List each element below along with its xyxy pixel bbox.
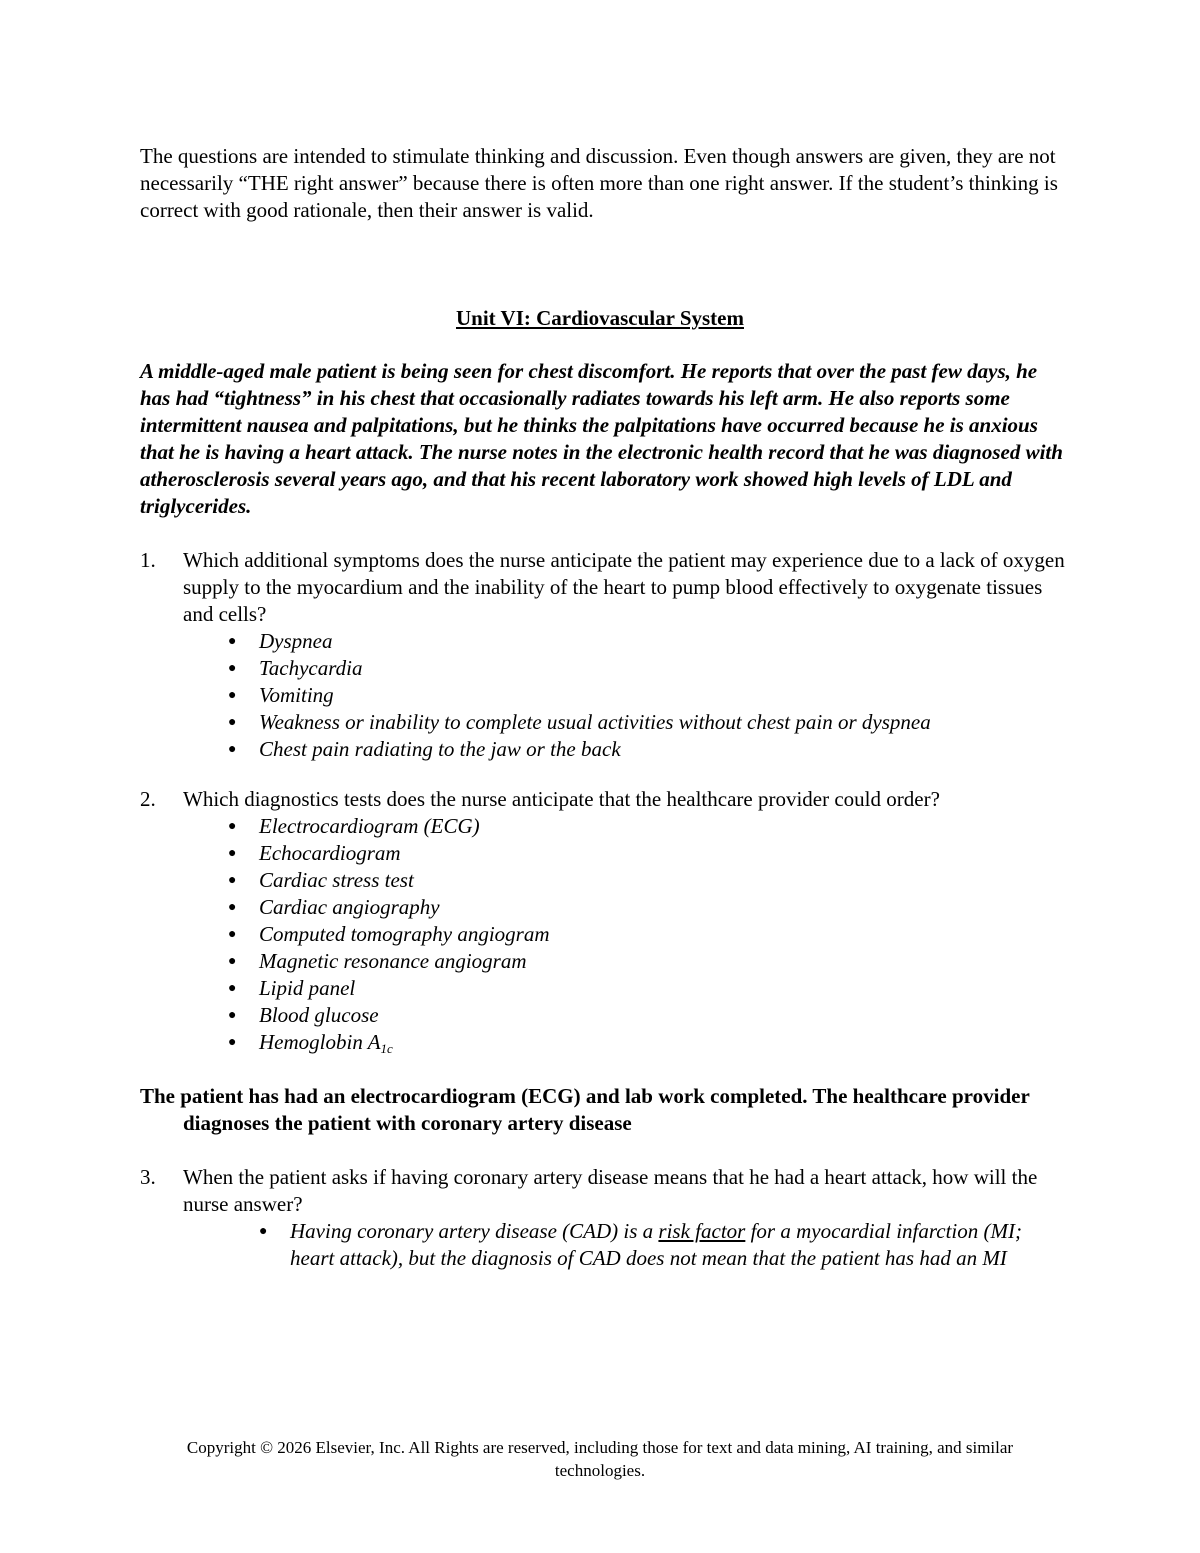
- list-item: ● Magnetic resonance angiogram: [228, 949, 527, 973]
- question-3-text: [140, 1164, 1070, 1218]
- question-2: [140, 786, 1070, 1062]
- bullet-icon: ●: [228, 846, 237, 861]
- list-item: ● Hemoglobin $A_{1c}$: [228, 1030, 393, 1056]
- case-scenario: A middle-aged male patient is being seen for chest discomfort. He reports that over the past few days, he has had “tightness” in his chest that occasionally radiates towards his left arm. He also reports some intermittent nausea and palpitations, but he thinks the palpitations have occurred because he is anxious that he is having a heart attack. The nurse notes in the electronic health record that he was diagnosed with atherosclerosis several years ago, and that his recent laboratory work showed high levels of LDL and triglycerides.: [140, 359, 1063, 518]
- bullet-icon: ●: [228, 1035, 237, 1050]
- question-number: 2.: [140, 787, 156, 811]
- question-number: 1.: [140, 548, 156, 572]
- question-prompt: Which additional symptoms does the nurse anticipate the patient may experience due to a lack of oxygen supply to the myocardium and the inability of the heart to pump blood effectively to oxygenate tissues and cells?: [183, 548, 1065, 626]
- question-3: [140, 1164, 1070, 1272]
- bullet-icon: ●: [228, 661, 237, 676]
- intro-paragraph: The questions are intended to stimulate thinking and discussion. Even though answers are given, they are not necessarily “THE right answer” because there is often more than one right answer. If the student’s thinking is correct with good rationale, then their answer is valid.: [140, 144, 1058, 222]
- list-item: ● Tachycardia: [228, 656, 363, 680]
- question-prompt: When the patient asks if having coronary artery disease means that he had a heart attack, how will the nurse answer?: [183, 1165, 1038, 1216]
- bullet-icon: ●: [228, 954, 237, 969]
- question-prompt: Which diagnostics tests does the nurse anticipate that the healthcare provider could order?: [183, 787, 940, 811]
- bullet-icon: ●: [228, 715, 237, 730]
- bullet-icon: ●: [228, 1008, 237, 1023]
- underlined-term: risk factor: [658, 1219, 746, 1243]
- question-1: [140, 547, 1070, 763]
- answer-list: [140, 1218, 1070, 1272]
- copyright-footer: Copyright © 2026 Elsevier, Inc. All Rights are reserved, including those for text and data mining, AI training, and similar technologies.: [186, 1438, 1014, 1480]
- bullet-icon: ●: [259, 1224, 268, 1239]
- answer-list: [140, 628, 1070, 763]
- subscript: 1c: [380, 1041, 393, 1056]
- bullet-icon: ●: [228, 688, 237, 703]
- list-item: ● Cardiac angiography: [228, 895, 440, 919]
- bullet-icon: ●: [228, 927, 237, 942]
- list-item: ● Vomiting: [228, 683, 334, 707]
- list-item: ● Computed tomography angiogram: [228, 922, 550, 946]
- bullet-icon: ●: [228, 981, 237, 996]
- list-item: ● Electrocardiogram (ECG): [228, 814, 480, 838]
- case-update: The patient has had an electrocardiogram (ECG) and lab work completed. The healthcare provider diagnoses the patient with coronary artery disease: [140, 1084, 1030, 1135]
- bullet-icon: ●: [228, 819, 237, 834]
- bullet-icon: ●: [228, 873, 237, 888]
- list-item: ● Chest pain radiating to the jaw or the back: [228, 737, 621, 761]
- bullet-icon: ●: [228, 742, 237, 757]
- answer-list: [140, 813, 1070, 1062]
- list-item: ● Weakness or inability to complete usual activities without chest pain or dyspnea: [228, 710, 931, 734]
- list-item: ● Echocardiogram: [228, 841, 401, 865]
- list-item: ● Blood glucose: [228, 1003, 379, 1027]
- bullet-icon: ●: [228, 634, 237, 649]
- question-2-text: [140, 786, 1070, 813]
- list-item: ● Having coronary artery disease (CAD) is a risk factor for a myocardial infarction (MI; heart attack), but the diagnosis of CAD does not mean that the patient has had an MI: [259, 1219, 1022, 1270]
- bullet-icon: ●: [228, 900, 237, 915]
- unit-title: Unit VI: Cardiovascular System: [456, 306, 744, 330]
- question-number: 3.: [140, 1165, 156, 1189]
- list-item: ● Cardiac stress test: [228, 868, 414, 892]
- list-item: ● Dyspnea: [228, 629, 333, 653]
- question-1-text: [140, 547, 1070, 628]
- list-item: ● Lipid panel: [228, 976, 356, 1000]
